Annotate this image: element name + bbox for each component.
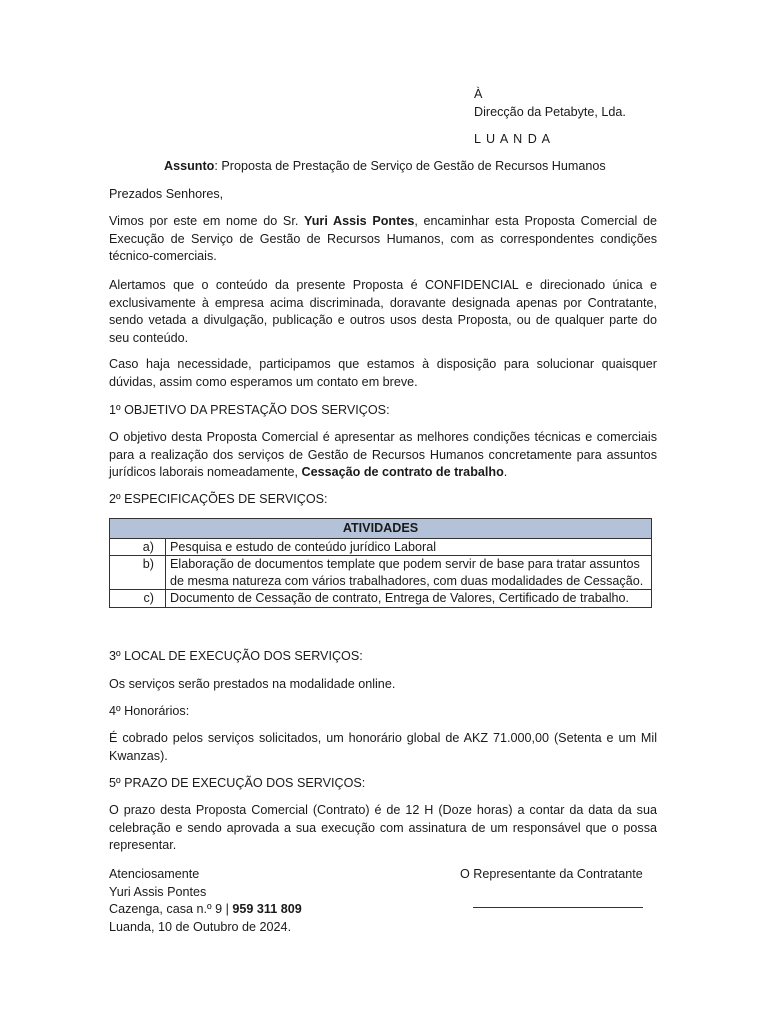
- section-5-heading: 5º PRAZO DE EXECUÇÃO DOS SERVIÇOS:: [109, 776, 366, 790]
- closing-salutation: Atenciosamente: [109, 867, 200, 881]
- closing-name: Yuri Assis Pontes: [109, 885, 207, 899]
- phone-number: 959 311 809: [232, 902, 302, 916]
- signature-label: O Representante da Contratante: [460, 867, 643, 881]
- section-4-text: É cobrado pelos serviços solicitados, um honorário global de AKZ 71.000,00 (Setenta e um Mil Kwanzas).: [109, 731, 657, 763]
- table-header: ATIVIDADES: [110, 519, 652, 539]
- row-text: Elaboração de documentos template que podem servir de base para tratar assuntos de mesma natureza com vários trabalhadores, com duas modalidades de Cessação.: [166, 556, 652, 590]
- greeting: Prezados Senhores,: [109, 187, 224, 201]
- availability-paragraph: Caso haja necessidade, participamos que estamos à disposição para solucionar quaisquer dúvidas, assim como esperamos um contato em breve.: [109, 357, 657, 389]
- activities-table: [109, 518, 652, 608]
- subject-line: [164, 158, 606, 176]
- row-text: Pesquisa e estudo de conteúdo jurídico Laboral: [166, 538, 652, 556]
- table-header-row: [110, 519, 652, 539]
- table-row: [110, 538, 652, 556]
- closing-date: Luanda, 10 de Outubro de 2024.: [109, 920, 292, 934]
- row-number: a): [110, 538, 166, 556]
- confidential-paragraph: Alertamos que o conteúdo da presente Proposta é CONFIDENCIAL e direcionado única e exclusivamente à empresa acima discriminada, doravante designada apenas por Contratante, sendo vetada a divulgação, publicação e outros usos desta Proposta, ou de qualquer parte do seu conteúdo.: [109, 278, 657, 345]
- section-1-heading: 1º OBJETIVO DA PRESTAÇÃO DOS SERVIÇOS:: [109, 403, 390, 417]
- subject-text: : Proposta de Prestação de Serviço de Gestão de Recursos Humanos: [214, 159, 606, 173]
- recipient-city: L U A N D A: [474, 132, 552, 146]
- table-row: [110, 556, 652, 590]
- section-2-heading: 2º ESPECIFICAÇÕES DE SERVIÇOS:: [109, 492, 328, 506]
- client-name: Yuri Assis Pontes: [304, 214, 415, 228]
- intro-paragraph: [109, 213, 657, 266]
- recipient-name: Direcção da Petabyte, Lda.: [474, 105, 626, 119]
- signature-line: [473, 907, 643, 908]
- row-number: b): [110, 556, 166, 590]
- section-1-highlight: Cessação de contrato de trabalho: [301, 465, 504, 480]
- address-text: Cazenga, casa n.º 9 |: [109, 902, 233, 916]
- intro-text-end: , encaminhar esta Proposta Comercial de Execução de Serviço de Gestão de Recursos Humanos, com as correspondentes condições técnico-comerciais.: [109, 214, 657, 264]
- section-5-text: O prazo desta Proposta Comercial (Contrato) é de 12 H (Doze horas) a contar da data da sua celebração e sendo aprovada a sua execução com assinatura de um responsável que o possa representar.: [109, 803, 657, 853]
- section-3-text: Os serviços serão prestados na modalidade online.: [109, 677, 396, 691]
- closing-address: [109, 901, 302, 919]
- section-3-heading: 3º LOCAL DE EXECUÇÃO DOS SERVIÇOS:: [109, 649, 363, 663]
- section-4-heading: 4º Honorários:: [109, 704, 190, 718]
- row-text: Documento de Cessação de contrato, Entrega de Valores, Certificado de trabalho.: [166, 590, 652, 608]
- row-number: c): [110, 590, 166, 608]
- section-1-text: O objetivo desta Proposta Comercial é apresentar as melhores condições técnicas e comerciais para a realização dos serviços de Gestão de Recursos Humanos concretamente para assuntos jurídicos laborais nomeadamente,: [109, 430, 657, 480]
- subject-label: Assunto: [164, 159, 215, 173]
- table-row: [110, 590, 652, 608]
- section-1-period: .: [503, 465, 508, 480]
- intro-text-start: Vimos por este em nome do Sr.: [109, 214, 305, 228]
- recipient-prefix: À: [474, 87, 483, 101]
- section-1-paragraph: [109, 429, 657, 482]
